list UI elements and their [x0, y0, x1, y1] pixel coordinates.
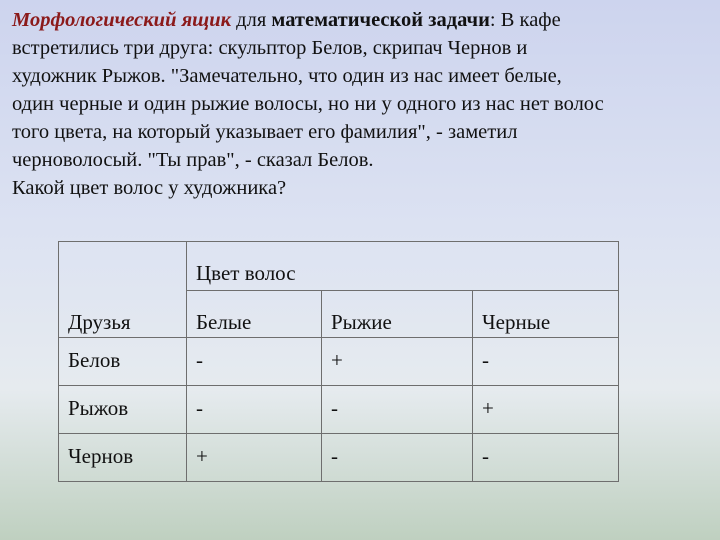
table-row — [59, 338, 619, 386]
corner-cell — [59, 242, 187, 338]
table-header-group-row — [59, 242, 619, 291]
table-cell: - — [322, 434, 473, 482]
problem-bold-term: математической задачи — [271, 9, 490, 31]
table-cell: + — [473, 386, 619, 434]
problem-line-2: встретились три друга: скульптор Белов, скрипач Чернов и — [12, 37, 528, 59]
problem-line-5: того цвета, на который указывает его фамилия", - заметил — [12, 121, 518, 143]
problem-line-1 — [12, 6, 712, 34]
row-name: Рыжов — [59, 386, 187, 434]
column-header: Белые — [187, 291, 322, 338]
header-group-cell: Цвет волос — [187, 242, 619, 291]
table-cell: - — [473, 338, 619, 386]
row-name: Белов — [59, 338, 187, 386]
column-header: Рыжие — [322, 291, 473, 338]
problem-line-4: один черные и один рыжие волосы, но ни у одного из нас нет волос — [12, 93, 604, 115]
problem-line-3: художник Рыжов. "Замечательно, что один из нас имеет белые, — [12, 65, 562, 87]
table-cell: - — [187, 338, 322, 386]
row-name: Чернов — [59, 434, 187, 482]
problem-title: Морфологический ящик — [12, 9, 232, 31]
table-cell: + — [322, 338, 473, 386]
problem-text-part: : В кафе — [489, 9, 561, 31]
problem-text-part: для — [231, 9, 272, 31]
table-cell: - — [187, 386, 322, 434]
problem-line-6: черноволосый. "Ты прав", - сказал Белов. — [12, 149, 374, 171]
problem-question: Какой цвет волос у художника? — [12, 177, 287, 199]
table-cell: - — [322, 386, 473, 434]
problem-text — [12, 6, 712, 202]
table-row — [59, 434, 619, 482]
table-row — [59, 386, 619, 434]
column-header: Черные — [473, 291, 619, 338]
morphological-box-table — [58, 241, 619, 482]
table-cell: + — [187, 434, 322, 482]
corner-label: Друзья — [68, 310, 131, 334]
table-cell: - — [473, 434, 619, 482]
